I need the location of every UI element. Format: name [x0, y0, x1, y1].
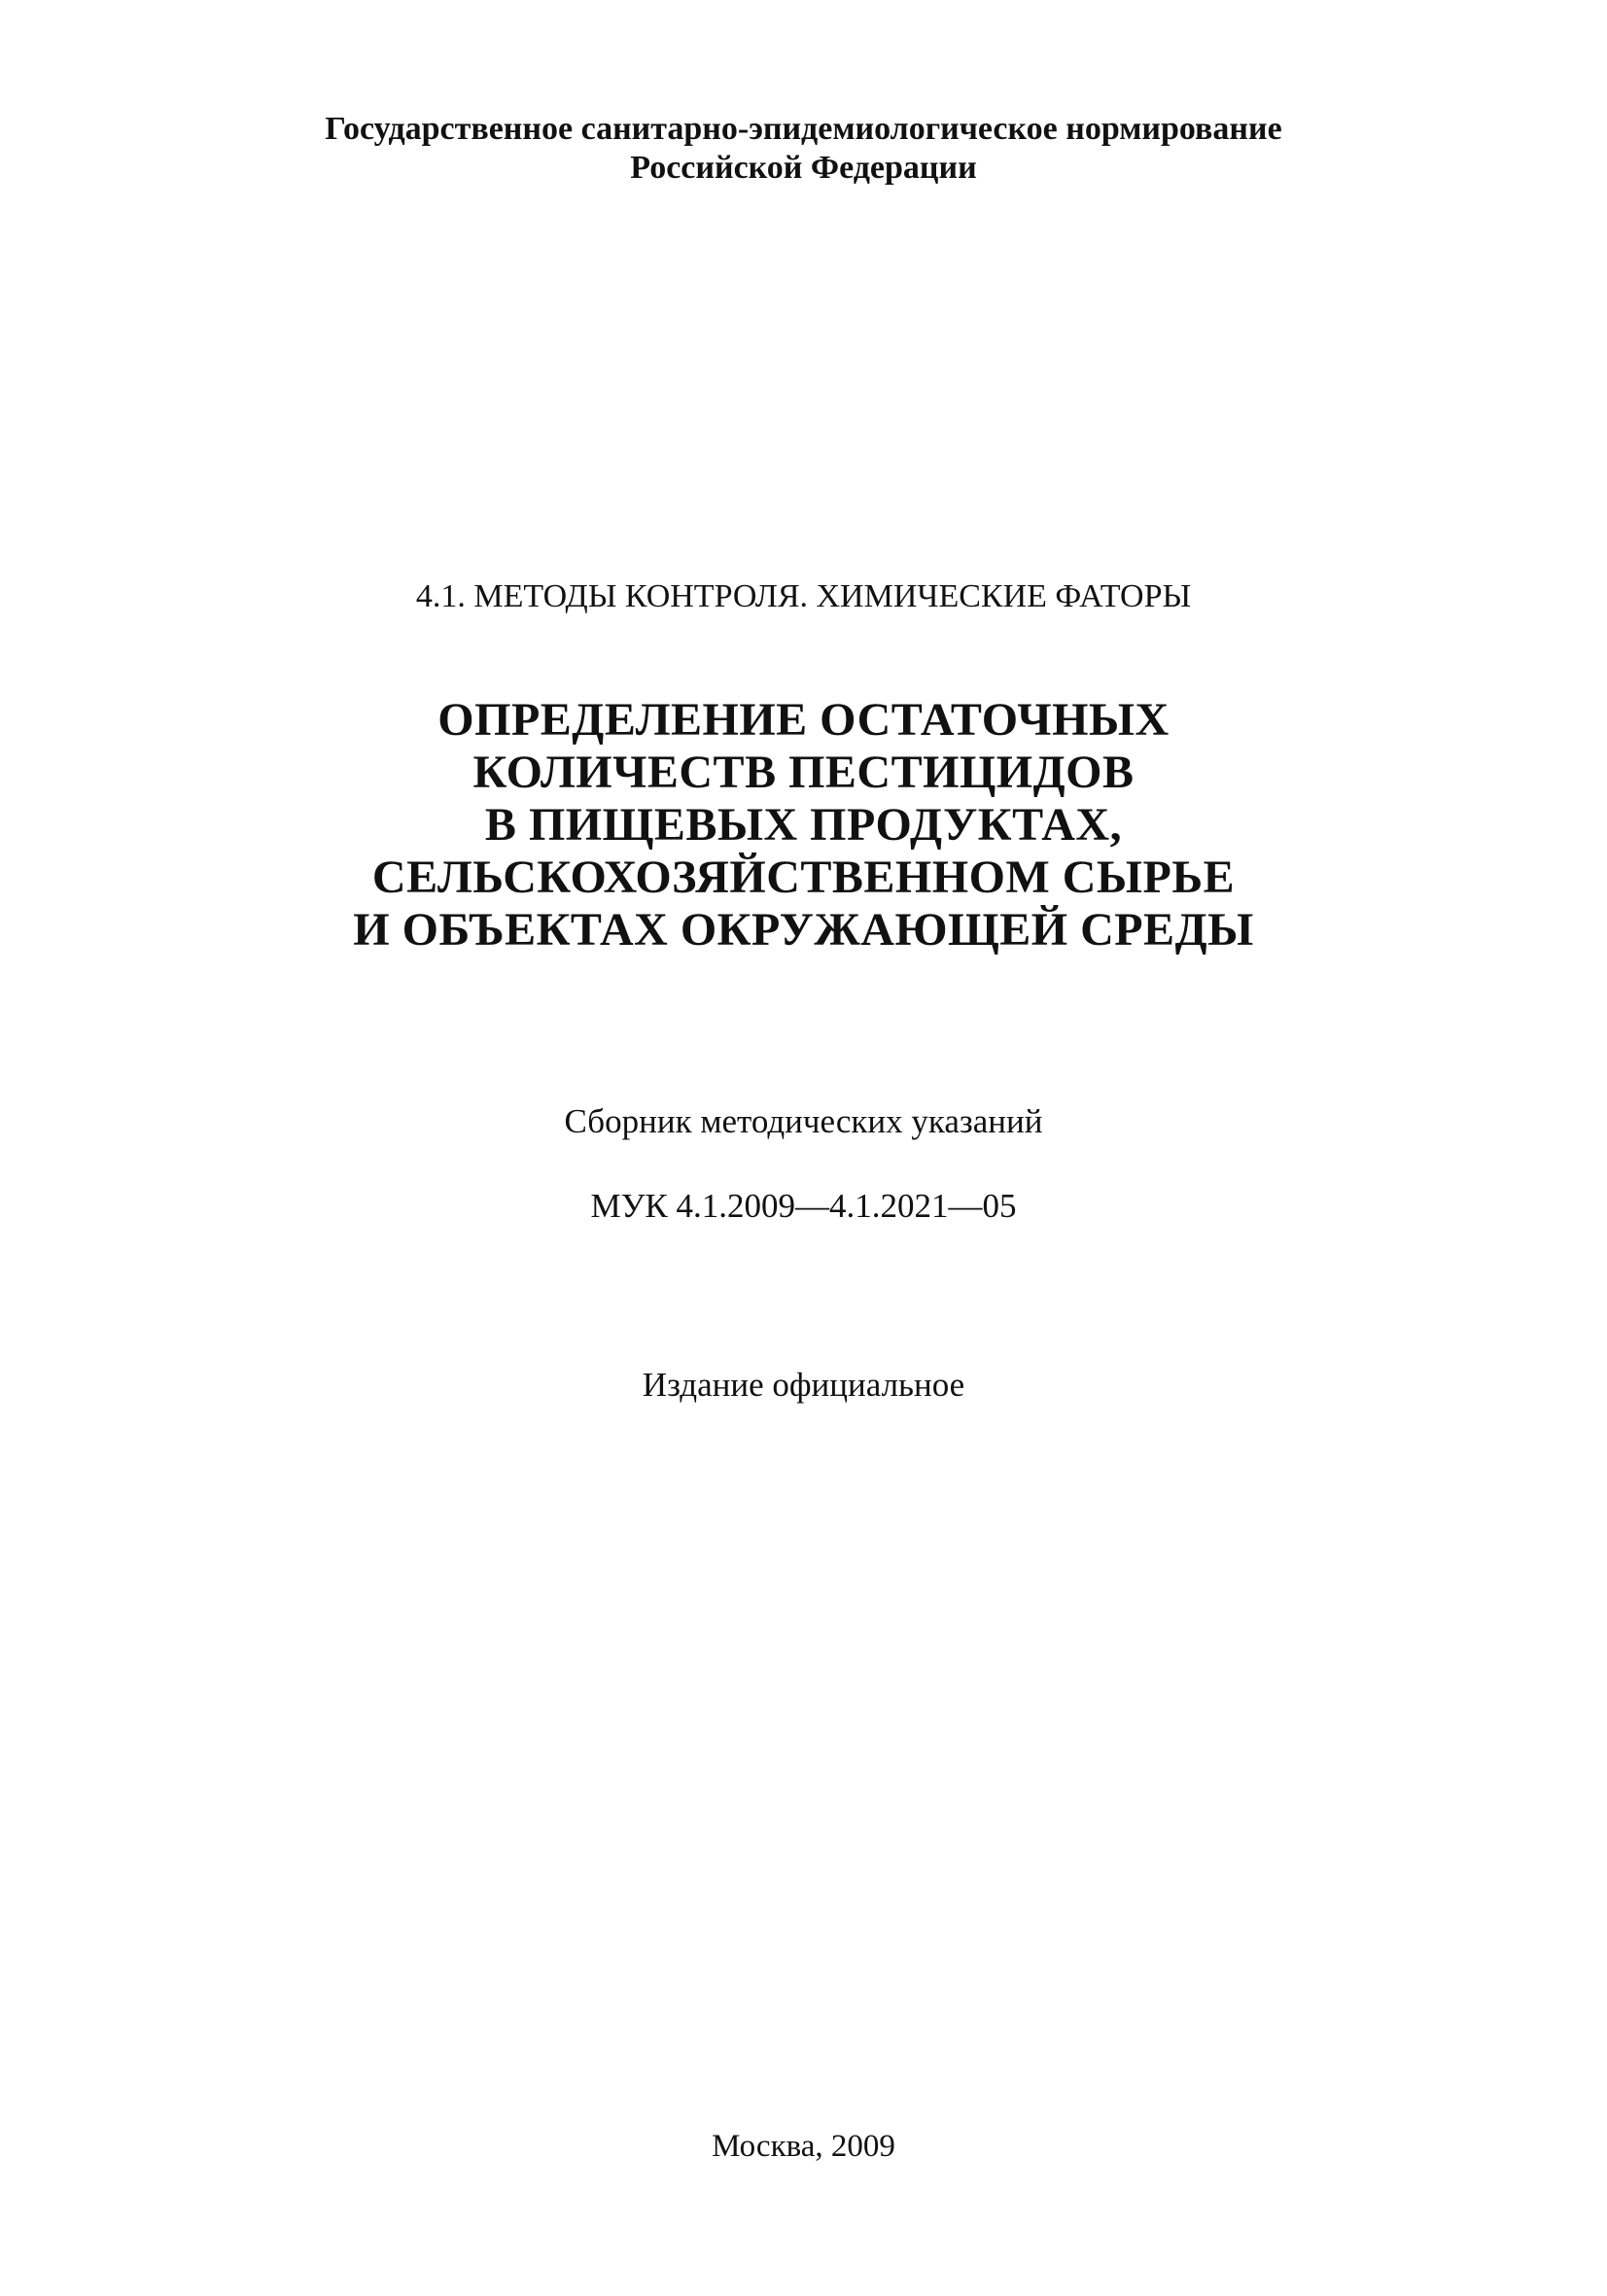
header-line-2: Российской Федерации — [630, 150, 977, 186]
header-line-1: Государственное санитарно-эпидемиологическое нормирование — [325, 111, 1282, 147]
publication-place-year: Москва, 2009 — [712, 2129, 895, 2164]
title-line-3: В ПИЩЕВЫХ ПРОДУКТАХ, — [484, 799, 1123, 851]
edition-label: Издание официальное — [642, 1366, 965, 1404]
document-code: МУК 4.1.2009—4.1.2021—05 — [590, 1187, 1017, 1225]
title-line-5: И ОБЪЕКТАХ ОКРУЖАЮЩЕЙ СРЕДЫ — [353, 904, 1254, 956]
collection-subtitle: Сборник методических указаний — [564, 1102, 1043, 1140]
title-line-2: КОЛИЧЕСТВ ПЕСТИЦИДОВ — [472, 747, 1135, 798]
title-line-1: ОПРЕДЕЛЕНИЕ ОСТАТОЧНЫХ — [437, 694, 1170, 746]
section-heading: 4.1. МЕТОДЫ КОНТРОЛЯ. ХИМИЧЕСКИЕ ФАТОРЫ — [415, 578, 1192, 614]
title-line-4: СЕЛЬСКОХОЗЯЙСТВЕННОМ СЫРЬЕ — [371, 852, 1236, 903]
